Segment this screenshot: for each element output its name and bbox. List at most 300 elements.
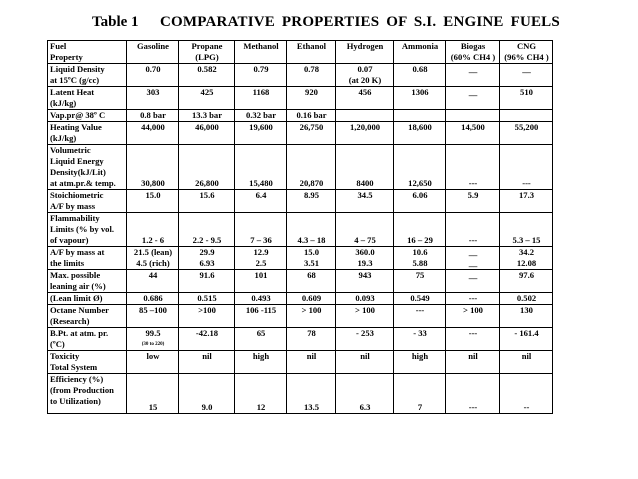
value-cell [235,145,287,190]
value-cell [179,190,235,213]
cell-value: 75 [415,270,425,280]
value-cell [336,87,394,110]
value-cell [287,328,336,351]
cell-value: -42.18 [195,328,219,338]
cell-value: 0.78 [303,64,320,74]
value-cell [394,122,446,145]
cell-line: Stoichiometric [50,190,104,200]
cell-line: Heating Value [50,122,102,132]
cell-value: 15.0 [303,247,320,257]
cell-line: at 15ºC (g/cc) [50,75,100,85]
table-row [48,145,553,190]
cell-value: --- [468,328,478,338]
cell-value: 7 [417,402,423,412]
value-cell [446,328,500,351]
header-fuel [179,41,235,64]
value-cell [235,328,287,351]
value-cell [500,213,553,247]
cell-line: Biogas [460,41,486,51]
cell-line: A/F by mass at [50,247,105,257]
cell-line: Liquid Density [50,64,105,74]
cell-value: 85 –100 [139,305,167,315]
table-row [48,87,553,110]
value-cell [179,270,235,293]
value-cell [179,110,235,122]
cell-value: 101 [254,270,268,280]
cell-value: 44 [148,270,158,280]
cell-value: 130 [520,305,533,315]
cell-value: __ [468,258,478,268]
table-title [0,14,638,34]
value-cell [336,213,394,247]
cell-line: Fuel [50,41,67,51]
header-fuel [235,41,287,64]
cell-line: of vapour) [50,235,89,245]
cell-value: __ [468,87,478,97]
cell-line: leaning air (%) [50,281,106,291]
table-row [48,190,553,213]
value-cell [235,213,287,247]
cell-value: --- [468,178,478,188]
value-cell [446,351,500,374]
cell-value: 360.0 [355,247,375,257]
cell-value: 425 [200,87,214,97]
value-cell [127,110,179,122]
cell-value: 0.70 [145,64,161,74]
value-cell [235,87,287,110]
header-fuel [127,41,179,64]
cell-value: 4 – 75 [354,235,376,245]
value-cell [179,87,235,110]
cell-value: 46,000 [195,122,219,132]
cell-value: 3.51 [303,258,320,268]
properties-table [47,40,553,414]
value-cell [179,305,235,328]
cell-value: low [146,351,160,361]
cell-value: 1168 [252,87,270,97]
property-label [48,305,127,328]
value-cell [394,145,446,190]
value-cell [446,270,500,293]
value-cell [287,213,336,247]
value-cell [336,374,394,414]
cell-line: Hydrogen [346,41,384,51]
cell-line: (from Production [50,385,114,395]
table-row [48,328,553,351]
header-fuel [500,41,553,64]
cell-value: 0.515 [197,293,217,303]
cell-line: (96% CH4 ) [504,52,549,62]
value-cell [287,374,336,414]
cell-value: 55,200 [514,122,539,132]
property-label [48,122,127,145]
value-cell [179,247,235,270]
value-cell [235,305,287,328]
table-caption: COMPARATIVE PROPERTIES OF S.I. ENGINE FUELS [160,14,560,30]
cell-value: high [252,351,270,361]
value-cell [179,213,235,247]
table-row [48,305,553,328]
cell-line: (kJ/kg) [50,133,77,143]
value-cell [394,351,446,374]
value-cell [127,122,179,145]
value-cell [500,64,553,87]
cell-value: nil [521,351,532,361]
cell-value: __ [522,64,531,74]
cell-value: 1,20,000 [349,122,381,132]
property-label [48,64,127,87]
cell-line: Total System [50,362,98,372]
cell-value: 0.16 bar [296,110,327,120]
value-cell [500,351,553,374]
cell-value: 6.06 [412,190,428,200]
table-row [48,374,553,414]
cell-line: (60% CH4 ) [450,52,496,62]
value-cell [235,110,287,122]
cell-value: 30,800 [141,178,165,188]
cell-line: B.Pt. at atm. pr. [50,328,109,338]
cell-value: 13.5 [303,402,320,412]
cell-value: __ [468,247,478,257]
cell-line: Octane Number [50,305,109,315]
value-cell [179,145,235,190]
cell-line: to Utilization) [50,396,101,406]
cell-value: 0.68 [412,64,428,74]
value-cell [127,213,179,247]
cell-value: 20,870 [299,178,324,188]
cell-line: Ammonia [401,41,439,51]
value-cell [446,87,500,110]
cell-value: 0.79 [253,64,269,74]
cell-value: - 33 [413,328,427,338]
value-cell [446,374,500,414]
cell-value: (30 to 220) [141,342,165,347]
cell-value: - 253 [356,328,374,338]
cell-value: 78 [307,328,316,338]
cell-line: Density(kJ/Lit) [50,167,106,177]
value-cell [394,328,446,351]
value-cell [336,351,394,374]
value-cell [446,213,500,247]
cell-value: 303 [146,87,160,97]
cell-value: > 100 [355,305,375,315]
cell-value: 68 [307,270,316,280]
cell-line: Efficiency (%) [50,374,104,384]
cell-value: 5.3 – 15 [512,235,541,245]
value-cell [336,64,394,87]
value-cell [446,305,500,328]
cell-value: 0.609 [301,293,322,303]
property-label [48,110,127,122]
cell-value: - 161.4 [514,328,539,338]
cell-value: --- [415,305,425,315]
value-cell [235,270,287,293]
value-cell [446,110,500,122]
value-cell [500,374,553,414]
value-cell [500,270,553,293]
header-fuel [394,41,446,64]
value-cell [127,374,179,414]
value-cell [287,270,336,293]
value-cell [235,247,287,270]
cell-value: 15.0 [145,190,161,200]
value-cell [179,374,235,414]
value-cell [287,110,336,122]
value-cell [500,328,553,351]
cell-value: 29.9 [199,247,215,257]
value-cell [500,145,553,190]
cell-value: 5.88 [412,258,428,268]
cell-value: __ [468,64,478,74]
cell-value: high [411,351,429,361]
cell-value: 26,800 [195,178,219,188]
cell-line: (LPG) [195,52,219,62]
header-row [48,41,553,64]
value-cell [287,122,336,145]
cell-value: 21.5 (lean) [133,247,173,257]
value-cell [287,145,336,190]
cell-line: Vap.pr@ 38º C [50,110,106,120]
cell-value: 15 [148,402,158,412]
table-number: Table 1 [92,14,139,30]
cell-value: 19.3 [357,258,373,268]
cell-value: 13.3 bar [191,110,223,120]
table-row [48,270,553,293]
cell-line: Ethanol [296,41,327,51]
value-cell [500,87,553,110]
cell-line: Gasoline [137,41,169,51]
value-cell [235,293,287,305]
cell-value: nil [306,351,317,361]
cell-line: the limits [50,258,85,268]
value-cell [127,328,179,351]
cell-value: 6.3 [359,402,371,412]
cell-value: 0.8 bar [140,110,166,120]
cell-value: 19,600 [249,122,273,132]
cell-value: (at 20 K) [348,75,382,85]
value-cell [287,247,336,270]
value-cell [336,305,394,328]
cell-value: 14,500 [461,122,485,132]
cell-value: 16 – 29 [407,235,433,245]
header-fuel [287,41,336,64]
value-cell [179,122,235,145]
cell-value: >100 [198,305,216,315]
value-cell [287,64,336,87]
value-cell [500,122,553,145]
cell-value: --- [522,178,531,188]
value-cell [446,145,500,190]
value-cell [500,190,553,213]
cell-line: (kJ/kg) [50,98,77,108]
cell-value: 2.5 [255,258,267,268]
property-label [48,351,127,374]
value-cell [287,351,336,374]
cell-value: 34.2 [518,247,535,257]
cell-value: 12,650 [408,178,432,188]
cell-line: Latent Heat [50,87,95,97]
property-label [48,374,127,414]
cell-value: 12 [256,402,266,412]
cell-value: 0.32 bar [245,110,277,120]
value-cell [336,110,394,122]
cell-line: Limits (% by vol. [50,224,114,234]
cell-value: 5.9 [467,190,479,200]
cell-value: 99.5 [145,328,161,338]
value-cell [127,64,179,87]
property-label [48,328,127,351]
value-cell [394,87,446,110]
cell-value: 0.493 [251,293,271,303]
value-cell [446,64,500,87]
cell-value: 510 [520,87,533,97]
cell-value: 15.6 [199,190,215,200]
cell-value: 4.5 (rich) [136,258,170,268]
cell-line: Flammability [50,213,100,223]
value-cell [235,374,287,414]
cell-value: --- [468,293,478,303]
value-cell [446,293,500,305]
cell-value: nil [202,351,212,361]
value-cell [336,190,394,213]
cell-value: 943 [358,270,372,280]
property-label [48,247,127,270]
cell-line: Methanol [243,41,279,51]
cell-line: Volumetric [50,145,91,155]
cell-line: Propane [191,41,223,51]
header-fuel [336,41,394,64]
cell-value: 8400 [356,178,374,188]
cell-line: (Lean limit Ø) [50,293,103,303]
cell-line: at atm.pr.& temp. [50,178,116,188]
table-row [48,293,553,305]
value-cell [500,247,553,270]
table-row [48,122,553,145]
table-row [48,110,553,122]
property-label [48,87,127,110]
value-cell [394,190,446,213]
cell-value: 106 -115 [245,305,277,315]
cell-value: 26,750 [299,122,324,132]
value-cell [179,64,235,87]
cell-value: --- [468,402,478,412]
cell-value: 920 [305,87,318,97]
cell-line: (ºC) [50,339,65,349]
cell-value: 9.0 [201,402,213,412]
cell-value: 0.502 [516,293,537,303]
cell-value: 10.6 [412,247,428,257]
cell-value: 6.4 [255,190,267,200]
cell-line: A/F by mass [50,201,96,211]
cell-value: 6.93 [199,258,215,268]
value-cell [394,213,446,247]
cell-value: 0.07 [357,64,373,74]
value-cell [127,145,179,190]
value-cell [336,122,394,145]
value-cell [235,122,287,145]
property-label [48,293,127,305]
cell-line: Liquid Energy [50,156,104,166]
cell-line: (Research) [50,316,90,326]
cell-value: > 100 [463,305,483,315]
cell-value: 8.95 [303,190,320,200]
cell-line: Property [50,52,83,62]
cell-value: 12.08 [516,258,537,268]
cell-value: 65 [256,328,266,338]
value-cell [500,110,553,122]
cell-value: 97.6 [518,270,535,280]
cell-value: --- [468,235,478,245]
value-cell [287,305,336,328]
cell-line: Toxicity [50,351,80,361]
cell-value: 18,600 [408,122,432,132]
cell-value: > 100 [301,305,322,315]
cell-value: 0.549 [410,293,430,303]
value-cell [127,87,179,110]
value-cell [394,110,446,122]
value-cell [179,293,235,305]
cell-value: 17.3 [518,190,535,200]
cell-value: __ [468,270,478,280]
value-cell [179,351,235,374]
value-cell [446,122,500,145]
value-cell [235,351,287,374]
cell-line: CNG [516,41,537,51]
cell-value: 12.9 [253,247,269,257]
cell-value: nil [468,351,478,361]
value-cell [336,145,394,190]
cell-value: 1.2 - 6 [141,235,165,245]
value-cell [287,87,336,110]
value-cell [127,293,179,305]
value-cell [394,374,446,414]
property-label [48,190,127,213]
value-cell [394,270,446,293]
cell-value: 1306 [411,87,429,97]
cell-value: 0.093 [355,293,375,303]
cell-value: -- [523,402,530,412]
cell-value: 0.686 [143,293,163,303]
value-cell [394,247,446,270]
property-label [48,213,127,247]
value-cell [287,293,336,305]
value-cell [394,305,446,328]
cell-value: 2.2 - 9.5 [192,235,222,245]
cell-value: 4.3 – 18 [297,235,326,245]
value-cell [287,190,336,213]
cell-value: 456 [358,87,372,97]
table-row [48,351,553,374]
table-row [48,64,553,87]
value-cell [235,190,287,213]
cell-value: 15,480 [249,178,273,188]
cell-value: 34.5 [357,190,373,200]
value-cell [500,293,553,305]
value-cell [446,190,500,213]
cell-value: 0.582 [197,64,217,74]
cell-value: 7 – 36 [250,235,272,245]
value-cell [179,328,235,351]
value-cell [127,351,179,374]
value-cell [127,270,179,293]
cell-line: Max. possible [50,270,101,280]
table-row [48,247,553,270]
cell-value: nil [360,351,370,361]
property-label [48,270,127,293]
value-cell [127,190,179,213]
cell-value: 44,000 [141,122,165,132]
value-cell [446,247,500,270]
